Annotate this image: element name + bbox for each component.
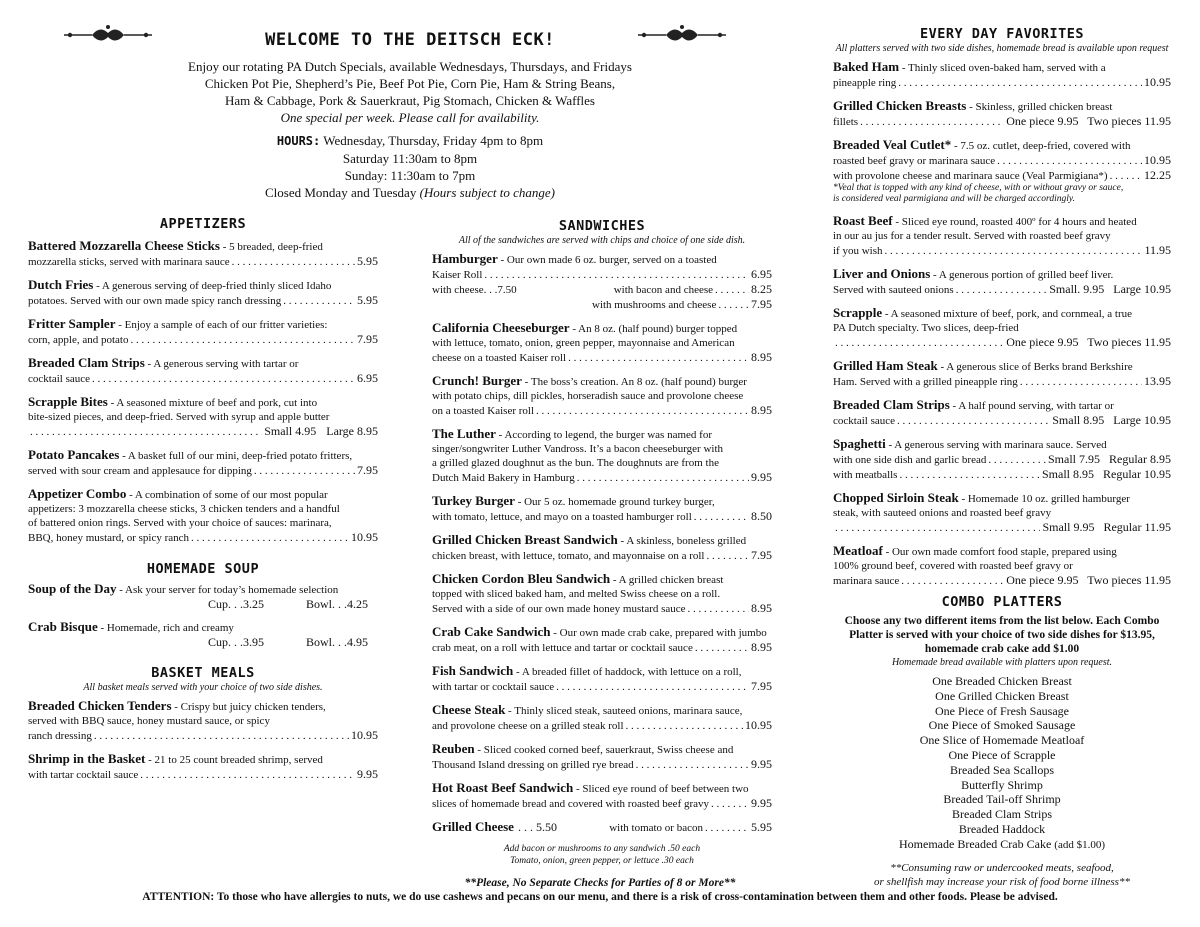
item-desc: - Thinly sliced oven-baked ham, served with a — [899, 62, 1106, 74]
item-desc: - Sliced eye round, roasted 400º for 4 hours and heated — [892, 216, 1137, 228]
menu-item — [833, 359, 1171, 389]
combo-intro-line: Platter is served with your choice of two side dishes for $13.95, — [849, 629, 1155, 641]
menu-item — [28, 317, 378, 347]
item-price: 9.95 — [751, 796, 772, 810]
hours-label: HOURS: — [276, 134, 321, 148]
item-price: One piece 9.95 Two pieces 11.95 — [1006, 573, 1171, 587]
welcome-title: WELCOME TO THE DEITSCH ECK! — [265, 30, 555, 50]
warning-line: or shellfish may increase your risk of food borne illness** — [874, 875, 1130, 888]
item-price: One piece 9.95 Two pieces 11.95 — [1006, 335, 1171, 349]
combo-item: One Breaded Chicken Breast — [932, 674, 1072, 688]
item-price: 8.95 — [751, 640, 772, 654]
item-desc: with meatballs — [833, 469, 898, 481]
item-price: Small. 9.95 Large 10.95 — [1049, 282, 1171, 296]
item-name: Chicken Cordon Bleu Sandwich — [432, 571, 611, 586]
item-desc: - A seasoned mixture of beef, pork, and cornmeal, a true — [882, 308, 1132, 320]
item-price: 10.95 — [745, 718, 772, 732]
item-desc: roasted beef gravy or marinara sauce — [833, 155, 996, 167]
item-desc: - A combination of some of our most popular — [126, 489, 328, 501]
menu-item — [833, 398, 1171, 428]
appetizers-title: APPETIZERS — [159, 216, 247, 232]
menu-item — [432, 742, 772, 772]
item-price: 10.95 — [351, 530, 378, 544]
left-column — [28, 216, 378, 782]
veal-note: is considered veal parmigiana and will be charged accordingly. — [833, 194, 1075, 204]
welcome-section — [60, 30, 760, 201]
item-name: Crab Cake Sandwich — [432, 624, 551, 639]
sandwiches-note: All of the sandwiches are served with chips and choice of one side dish. — [458, 235, 746, 246]
item-price: 8.95 — [751, 403, 772, 417]
item-desc: ranch dressing — [28, 730, 92, 742]
item-desc: - Sliced cooked corned beef, sauerkraut, Swiss cheese and — [474, 744, 734, 756]
menu-item — [28, 356, 378, 386]
item-variant: with cheese. . .7.50 — [432, 284, 517, 296]
item-desc: - A generous serving with tartar or — [144, 358, 299, 370]
menu-item — [432, 703, 772, 733]
combo-list — [833, 674, 1171, 853]
item-name: Battered Mozzarella Cheese Sticks — [28, 238, 220, 253]
item-desc: on a toasted Kaiser roll — [432, 405, 535, 417]
item-desc: crab meat, on a roll with lettuce and tartar or cocktail sauce — [432, 642, 693, 654]
item-variant: with mushrooms and cheese — [592, 299, 717, 311]
menu-item — [833, 544, 1171, 588]
item-price: 8.25 — [751, 282, 772, 296]
item-desc: BBQ, honey mustard, or spicy ranch — [28, 532, 189, 544]
closed-note: (Hours subject to change) — [419, 185, 555, 200]
item-desc: - The boss’s creation. An 8 oz. (half pound) burger — [521, 376, 747, 388]
hours-line: Saturday 11:30am to 8pm — [342, 151, 478, 166]
menu-item — [833, 99, 1171, 129]
item-desc: with potato chips, dill pickles, horseradish sauce and provolone cheese — [432, 390, 744, 402]
item-desc: Served with a side of our own made honey mustard sauce — [432, 603, 686, 615]
item-desc: fillets — [833, 116, 859, 128]
hours-line: Sunday: 11:30am to 7pm — [344, 168, 476, 183]
item-name: Hamburger — [432, 251, 498, 266]
menu-item — [833, 60, 1171, 90]
item-name: California Cheeseburger — [432, 320, 570, 335]
item-desc: marinara sauce — [833, 575, 900, 587]
item-desc: bite-sized pieces, and deep-fried. Served with syrup and apple butter — [28, 411, 330, 423]
item-name: Crab Bisque — [28, 619, 98, 634]
combo-item: Homemade Breaded Crab Cake — [899, 836, 1052, 851]
bowl-price: Bowl. . .4.25 — [305, 597, 368, 611]
item-name: Spaghetti — [833, 436, 886, 451]
item-desc: - 21 to 25 count breaded shrimp, served — [145, 754, 323, 766]
combo-addon: (add $1.00) — [1054, 838, 1105, 851]
item-price: 9.95 — [357, 767, 378, 781]
menu-item — [432, 252, 772, 312]
combo-item: One Piece of Scrapple — [948, 747, 1056, 762]
menu-item — [28, 752, 378, 782]
item-desc: Served with sauteed onions — [833, 284, 954, 296]
item-name: Turkey Burger — [432, 493, 515, 508]
item-desc: and provolone cheese on a grilled steak roll — [432, 720, 624, 732]
item-price: 7.95 — [751, 548, 772, 562]
middle-column — [432, 218, 772, 867]
intro-line: Enjoy our rotating PA Dutch Specials, available Wednesdays, Thursdays, and Fridays — [188, 59, 632, 74]
menu-item — [432, 494, 772, 524]
item-name: Chopped Sirloin Steak — [833, 490, 959, 505]
item-desc: - Our own made 6 oz. burger, served on a toasted — [497, 254, 717, 266]
item-name: Fish Sandwich — [432, 663, 514, 678]
item-name: Grilled Chicken Breast Sandwich — [432, 532, 618, 547]
combo-note: Homemade bread available with platters upon request. — [891, 657, 1113, 668]
menu-item — [432, 572, 772, 616]
item-name: Cheese Steak — [432, 702, 506, 717]
menu-item — [432, 533, 772, 563]
item-desc: - Enjoy a sample of each of our fritter varieties: — [115, 319, 328, 331]
combo-intro — [833, 614, 1171, 656]
item-desc: - A generous portion of grilled beef liver. — [930, 269, 1114, 281]
item-price: 7.95 — [357, 332, 378, 346]
item-desc: topped with sliced baked ham, and melted Swiss cheese on a roll. — [432, 588, 721, 600]
menu-item — [833, 437, 1171, 482]
bowl-price: Bowl. . .4.95 — [305, 635, 368, 649]
item-desc: cocktail sauce — [833, 415, 895, 427]
item-desc: pineapple ring — [833, 77, 897, 89]
veal-note: *Veal that is topped with any kind of cheese, with or without gravy or sauce, — [833, 183, 1124, 193]
menu-item — [432, 820, 772, 835]
basket-note: All basket meals served with your choice of two side dishes. — [83, 682, 323, 693]
item-price: 7.95 — [751, 297, 772, 311]
item-name: Reuben — [432, 741, 475, 756]
item-desc: - According to legend, the burger was named for — [495, 429, 712, 441]
item-desc: - A half pound serving, with tartar or — [949, 400, 1114, 412]
menu-item — [28, 620, 378, 649]
item-desc: Kaiser Roll — [432, 269, 483, 281]
menu-item — [833, 491, 1171, 535]
item-price: One piece 9.95 Two pieces 11.95 — [1006, 114, 1171, 128]
item-price: Small 7.95 Regular 8.95 — [1048, 452, 1171, 466]
item-desc: Ham. Served with a grilled pineapple ring — [833, 376, 1018, 388]
favorites-title: EVERY DAY FAVORITES — [920, 26, 1084, 42]
menu-item — [432, 664, 772, 694]
menu-item — [833, 267, 1171, 297]
cup-price: Cup. . .3.95 — [208, 635, 265, 649]
item-name: Grilled Cheese — [432, 819, 514, 834]
item-variant: with bacon and cheese — [613, 284, 713, 296]
item-desc: potatoes. Served with our own made spicy ranch dressing — [28, 295, 282, 307]
closed-days: Closed Monday and Tuesday — [265, 185, 417, 200]
menu-item — [833, 138, 1171, 205]
item-price: 5.95 — [751, 820, 772, 834]
item-desc: - Sliced eye round of beef between two — [573, 783, 749, 795]
sandwiches-title: SANDWICHES — [558, 218, 646, 234]
item-desc: served with BBQ sauce, honey mustard sauce, or spicy — [28, 715, 270, 727]
item-desc: - A basket full of our mini, deep-fried potato fritters, — [119, 450, 353, 462]
menu-item — [28, 448, 378, 478]
item-name: Shrimp in the Basket — [28, 751, 146, 766]
item-price: 8.95 — [751, 601, 772, 615]
item-desc: 100% ground beef, covered with roasted beef gravy or — [833, 560, 1073, 572]
item-name: Grilled Ham Steak — [833, 358, 938, 373]
menu-item — [432, 781, 772, 811]
item-desc: cocktail sauce — [28, 373, 90, 385]
item-desc: with lettuce, tomato, onion, green pepper, mayonnaise and American — [432, 337, 735, 349]
item-desc: corn, apple, and potato — [28, 334, 129, 346]
item-name: Soup of the Day — [28, 581, 117, 596]
item-price: . . . 5.50 — [517, 820, 557, 834]
menu-item — [432, 321, 772, 365]
item-desc: Thousand Island dressing on grilled rye bread — [432, 759, 634, 771]
combo-intro-line: homemade crab cake add $1.00 — [924, 643, 1080, 655]
menu-item — [28, 487, 378, 545]
item-name: The Luther — [432, 426, 496, 441]
separate-checks-notice: **Please, No Separate Checks for Parties of 8 or More** — [464, 877, 736, 889]
item-desc: - Our own made comfort food staple, prepared using — [882, 546, 1117, 558]
item-price: 8.50 — [751, 509, 772, 523]
item-price: 9.95 — [751, 757, 772, 771]
item-price: 6.95 — [357, 371, 378, 385]
item-price: Small 4.95 — [264, 424, 317, 438]
item-desc: - A generous serving of deep-fried thinly sliced Idaho — [93, 280, 332, 292]
hours-block — [60, 132, 760, 201]
item-desc: with tartar or cocktail sauce — [432, 681, 555, 693]
combo-item: One Slice of Homemade Meatloaf — [919, 733, 1085, 748]
item-desc: with one side dish and garlic bread — [833, 454, 987, 466]
item-desc: chicken breast, with lettuce, tomato, and mayonnaise on a roll — [432, 550, 705, 562]
item-desc: slices of homemade bread and covered with roasted beef gravy — [432, 798, 710, 810]
item-price: 10.95 — [1144, 75, 1171, 89]
item-desc: - 5 breaded, deep-fried — [219, 241, 323, 253]
item-desc: steak, with sauteed onions and roasted beef gravy — [833, 507, 1052, 519]
menu-item — [28, 239, 378, 269]
item-desc: appetizers: 3 mozzarella cheese sticks, 3 chicken tenders and a handful — [28, 503, 340, 515]
item-price: Large 8.95 — [326, 424, 378, 438]
combo-item: Breaded Clam Strips — [952, 807, 1052, 822]
item-desc: - A grilled chicken breast — [610, 574, 724, 586]
sandwich-addons — [432, 843, 772, 867]
combo-item: Breaded Haddock — [958, 821, 1046, 836]
item-desc: Dutch Maid Bakery in Hamburg — [432, 472, 575, 484]
item-desc: - A breaded fillet of haddock, with lettuce on a roll, — [513, 666, 742, 678]
item-desc: with provolone cheese and marinara sauce (Veal Parmigiana*) — [833, 170, 1108, 182]
combo-title: COMBO PLATTERS — [941, 594, 1063, 610]
combo-item: Breaded Sea Scallops — [950, 762, 1054, 777]
combo-item: One Piece of Fresh Sausage — [935, 703, 1069, 718]
item-name: Appetizer Combo — [28, 486, 127, 501]
item-desc: - Crispy but juicy chicken tenders, — [171, 701, 326, 713]
cup-price: Cup. . .3.25 — [208, 597, 265, 611]
basket-title: BASKET MEALS — [151, 665, 255, 681]
item-name: Fritter Sampler — [28, 316, 116, 331]
intro-line: Chicken Pot Pie, Shepherd’s Pie, Beef Pot Pie, Corn Pie, Ham & String Beans, — [204, 76, 616, 91]
item-desc: - A generous slice of Berks brand Berkshire — [937, 361, 1133, 373]
item-price: 9.95 — [751, 470, 772, 484]
item-name: Grilled Chicken Breasts — [833, 98, 967, 113]
intro-line: Ham & Cabbage, Pork & Sauerkraut, Pig Stomach, Chicken & Waffles — [225, 93, 595, 108]
item-desc: of battered onion rings. Served with your choice of sauces: marinara, — [28, 517, 332, 529]
item-variant: with tomato or bacon — [609, 822, 703, 834]
item-desc: PA Dutch specialty. Two slices, deep-fried — [833, 322, 1019, 334]
combo-item: One Grilled Chicken Breast — [935, 688, 1069, 703]
hours-line: Wednesday, Thursday, Friday 4pm to 8pm — [323, 133, 544, 148]
item-desc: mozzarella sticks, served with marinara sauce — [28, 256, 230, 268]
right-column — [833, 26, 1171, 889]
item-price: 7.95 — [357, 463, 378, 477]
item-price: 13.95 — [1144, 374, 1171, 388]
menu-item — [833, 306, 1171, 350]
item-desc: - 7.5 oz. cutlet, deep-fried, covered with — [951, 140, 1131, 152]
item-desc: - A generous serving with marinara sauce. Served — [885, 439, 1107, 451]
item-name: Dutch Fries — [28, 277, 94, 292]
item-price: 6.95 — [751, 267, 772, 281]
item-name: Breaded Clam Strips — [833, 397, 950, 412]
item-name: Breaded Chicken Tenders — [28, 698, 172, 713]
item-price: 5.95 — [357, 293, 378, 307]
menu-item — [28, 699, 378, 743]
menu-item — [28, 395, 378, 439]
addon-line: Tomato, onion, green pepper, or lettuce .30 each — [510, 856, 694, 866]
item-price: 10.95 — [351, 728, 378, 742]
item-price: 11.95 — [1144, 243, 1171, 257]
item-price: 8.95 — [751, 350, 772, 364]
soup-title: HOMEMADE SOUP — [146, 561, 260, 577]
item-desc: - Our own made crab cake, prepared with jumbo — [550, 627, 767, 639]
menu-item — [432, 374, 772, 418]
intro-availability: One special per week. Please call for availability. — [280, 110, 540, 125]
item-name: Roast Beef — [833, 213, 893, 228]
item-price: 12.25 — [1144, 168, 1171, 182]
item-desc: cheese on a toasted Kaiser roll — [432, 352, 567, 364]
combo-item: Breaded Tail-off Shrimp — [943, 792, 1061, 807]
item-name: Baked Ham — [833, 59, 900, 74]
menu-item — [28, 278, 378, 308]
item-desc: if you wish — [833, 245, 883, 257]
item-desc: a grilled glazed doughnut as the bun. The doughnuts are from the — [432, 457, 719, 469]
item-desc: - Thinly sliced steak, sauteed onions, marinara sauce, — [505, 705, 743, 717]
menu-item — [28, 582, 378, 611]
item-price: Small 8.95 Large 10.95 — [1052, 413, 1171, 427]
specials-intro — [60, 58, 760, 126]
item-price: 10.95 — [1144, 153, 1171, 167]
item-desc: - Skinless, grilled chicken breast — [966, 101, 1113, 113]
combo-item: Butterfly Shrimp — [961, 777, 1043, 792]
item-name: Scrapple — [833, 305, 883, 320]
item-name: Hot Roast Beef Sandwich — [432, 780, 574, 795]
item-desc: - Homemade 10 oz. grilled hamburger — [958, 493, 1130, 505]
menu-item — [833, 214, 1171, 258]
item-desc: served with sour cream and applesauce for dipping — [28, 465, 252, 477]
allergy-notice: ATTENTION: To those who have allergies to nuts, we do use cashews and pecans on our menu, and there is a risk of cross-contamination between them and other foods. Please be advised. — [142, 891, 1058, 903]
item-name: Crunch! Burger — [432, 373, 522, 388]
warning-line: **Consuming raw or undercooked meats, seafood, — [890, 861, 1114, 874]
item-desc: with tartar cocktail sauce — [28, 769, 139, 781]
combo-intro-line: Choose any two different items from the list below. Each Combo — [844, 615, 1160, 627]
item-desc: - Ask your server for today’s homemade selection — [116, 584, 339, 596]
item-name: Liver and Onions — [833, 266, 931, 281]
item-price: Small 9.95 Regular 11.95 — [1042, 520, 1171, 534]
item-name: Potato Pancakes — [28, 447, 120, 462]
favorites-note: All platters served with two side dishes, homemade bread is available upon request — [835, 43, 1169, 54]
menu-item — [432, 625, 772, 655]
item-name: Breaded Veal Cutlet* — [833, 137, 952, 152]
item-price: Small 8.95 Regular 10.95 — [1042, 467, 1171, 481]
item-desc: - An 8 oz. (half pound) burger topped — [569, 323, 738, 335]
item-name: Breaded Clam Strips — [28, 355, 145, 370]
combo-item: One Piece of Smoked Sausage — [928, 718, 1076, 733]
item-desc: - A seasoned mixture of beef and pork, cut into — [107, 397, 318, 409]
menu-item — [432, 427, 772, 485]
item-desc: - A skinless, boneless grilled — [617, 535, 747, 547]
item-desc: - Our 5 oz. homemade ground turkey burger, — [514, 496, 715, 508]
item-name: Scrapple Bites — [28, 394, 108, 409]
item-price: 5.95 — [357, 254, 378, 268]
item-desc: in our au jus for a tender result. Served with roasted beef gravy — [833, 230, 1111, 242]
item-desc: - Homemade, rich and creamy — [97, 622, 234, 634]
item-price: 7.95 — [751, 679, 772, 693]
item-desc: singer/songwriter Luther Vandross. It’s a bacon cheeseburger with — [432, 443, 724, 455]
addon-line: Add bacon or mushrooms to any sandwich .50 each — [503, 844, 701, 854]
item-desc: with tomato, lettuce, and mayo on a toasted hamburger roll — [432, 511, 692, 523]
item-name: Meatloaf — [833, 543, 883, 558]
